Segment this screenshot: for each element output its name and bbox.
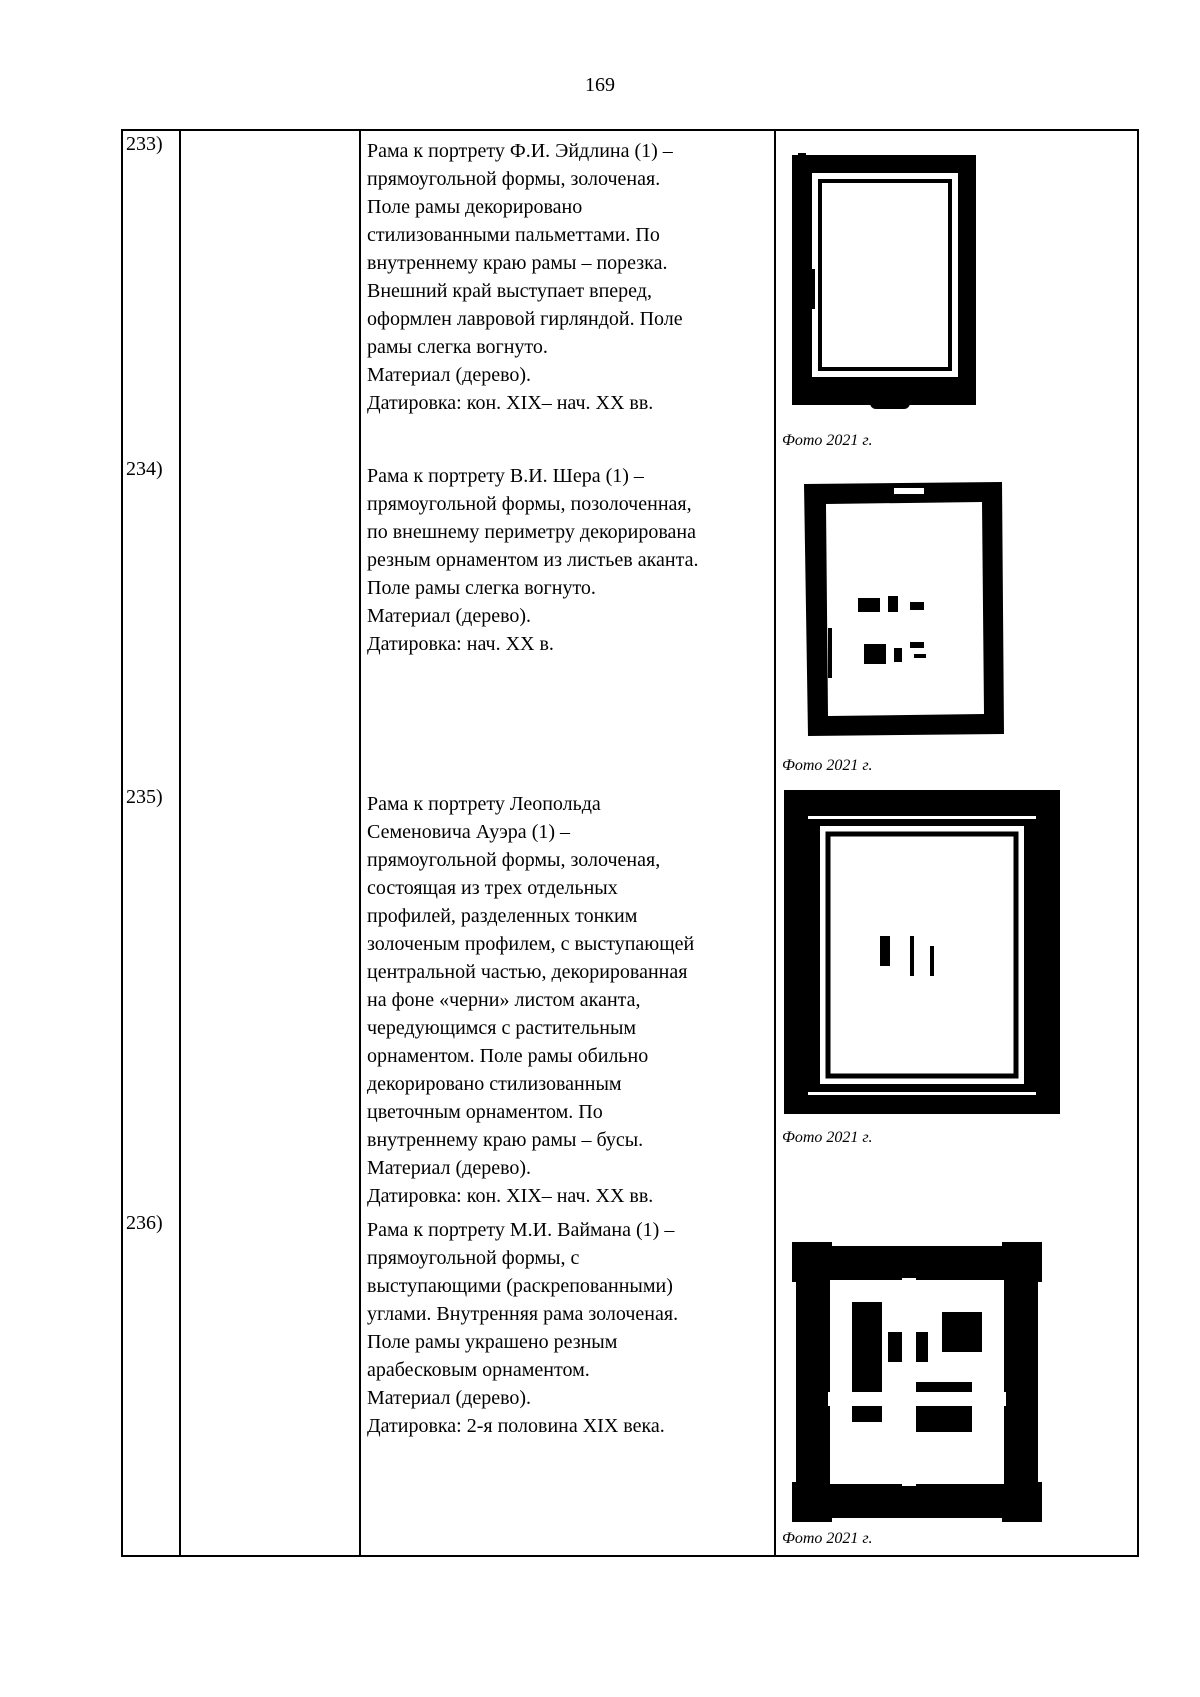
description-line: чередующимся с растительным bbox=[367, 1017, 637, 1039]
description-line: прямоугольной формы, золоченая. bbox=[367, 168, 661, 190]
description-line: внутреннему краю рамы – порезка. bbox=[367, 252, 668, 274]
description-line: прямоугольной формы, с bbox=[367, 1247, 580, 1269]
description-line: рамы слегка вогнуто. bbox=[367, 336, 548, 358]
description-line: внутреннему краю рамы – бусы. bbox=[367, 1129, 644, 1151]
description-line: стилизованными пальметтами. По bbox=[367, 224, 660, 246]
description-line: орнаментом. Поле рамы обильно bbox=[367, 1045, 649, 1067]
frame-photo bbox=[792, 1242, 1052, 1532]
description-line: по внешнему периметру декорирована bbox=[367, 521, 696, 543]
description-line: цветочным орнаментом. По bbox=[367, 1101, 603, 1123]
description-line: Датировка: кон. XIX– нач. XX вв. bbox=[367, 392, 654, 414]
description-line: Рама к портрету М.И. Ваймана (1) – bbox=[367, 1219, 675, 1241]
description-line: выступающими (раскрепованными) bbox=[367, 1275, 673, 1297]
description-line: Рама к портрету В.И. Шера (1) – bbox=[367, 465, 644, 487]
entry-description bbox=[360, 130, 775, 456]
table-row bbox=[122, 456, 1138, 784]
description-line: Поле рамы украшено резным bbox=[367, 1331, 618, 1353]
frame-photo bbox=[780, 786, 1062, 1116]
description-line: декорировано стилизованным bbox=[367, 1073, 622, 1095]
catalog-table bbox=[121, 129, 1139, 1557]
frame-photo bbox=[786, 149, 986, 419]
entry-number: 235) bbox=[122, 784, 180, 1210]
description-line: Внешний край выступает вперед, bbox=[367, 280, 652, 302]
photo-cell bbox=[775, 130, 1138, 456]
description-line: центральной частью, декорированная bbox=[367, 961, 688, 983]
description-line: Рама к портрету Ф.И. Эйдлина (1) – bbox=[367, 140, 673, 162]
description-line: Датировка: нач. XX в. bbox=[367, 633, 554, 655]
description-line: Семеновича Ауэра (1) – bbox=[367, 821, 571, 843]
description-line: состоящая из трех отдельных bbox=[367, 877, 618, 899]
photo-caption: Фото 2021 г. bbox=[782, 757, 873, 774]
entry-description bbox=[360, 1210, 775, 1556]
frame-photo bbox=[798, 478, 1008, 738]
table-row bbox=[122, 130, 1138, 456]
empty-cell bbox=[180, 130, 360, 456]
description-line: Датировка: 2-я половина XIX века. bbox=[367, 1415, 665, 1437]
entry-number: 233) bbox=[122, 130, 180, 456]
photo-cell bbox=[775, 1210, 1138, 1556]
description-line: на фоне «черни» листом аканта, bbox=[367, 989, 641, 1011]
photo-caption: Фото 2021 г. bbox=[782, 1530, 873, 1547]
photo-cell bbox=[775, 456, 1138, 784]
description-line: золоченым профилем, с выступающей bbox=[367, 933, 695, 955]
description-line: Материал (дерево). bbox=[367, 1387, 532, 1409]
empty-cell bbox=[180, 784, 360, 1210]
description-line: углами. Внутренняя рама золоченая. bbox=[367, 1303, 679, 1325]
description-line: арабесковым орнаментом. bbox=[367, 1359, 590, 1381]
photo-cell bbox=[775, 784, 1138, 1210]
photo-caption: Фото 2021 г. bbox=[782, 1129, 873, 1146]
table-row bbox=[122, 1210, 1138, 1556]
table-row bbox=[122, 784, 1138, 1210]
empty-cell bbox=[180, 456, 360, 784]
description-line: Поле рамы декорировано bbox=[367, 196, 583, 218]
empty-cell bbox=[180, 1210, 360, 1556]
description-line: Материал (дерево). bbox=[367, 605, 532, 627]
description-line: Материал (дерево). bbox=[367, 364, 532, 386]
description-line: профилей, разделенных тонким bbox=[367, 905, 638, 927]
description-line: Датировка: кон. XIX– нач. XX вв. bbox=[367, 1185, 654, 1207]
entry-description bbox=[360, 784, 775, 1210]
description-line: прямоугольной формы, золоченая, bbox=[367, 849, 661, 871]
description-line: оформлен лавровой гирляндой. Поле bbox=[367, 308, 683, 330]
photo-caption: Фото 2021 г. bbox=[782, 432, 873, 449]
description-line: Поле рамы слегка вогнуто. bbox=[367, 577, 596, 599]
description-line: резным орнаментом из листьев аканта. bbox=[367, 549, 699, 571]
entry-number: 234) bbox=[122, 456, 180, 784]
description-line: прямоугольной формы, позолоченная, bbox=[367, 493, 692, 515]
description-line: Рама к портрету Леопольда bbox=[367, 793, 601, 815]
entry-number: 236) bbox=[122, 1210, 180, 1556]
entry-description bbox=[360, 456, 775, 784]
description-line: Материал (дерево). bbox=[367, 1157, 532, 1179]
page-number: 169 bbox=[585, 74, 615, 96]
